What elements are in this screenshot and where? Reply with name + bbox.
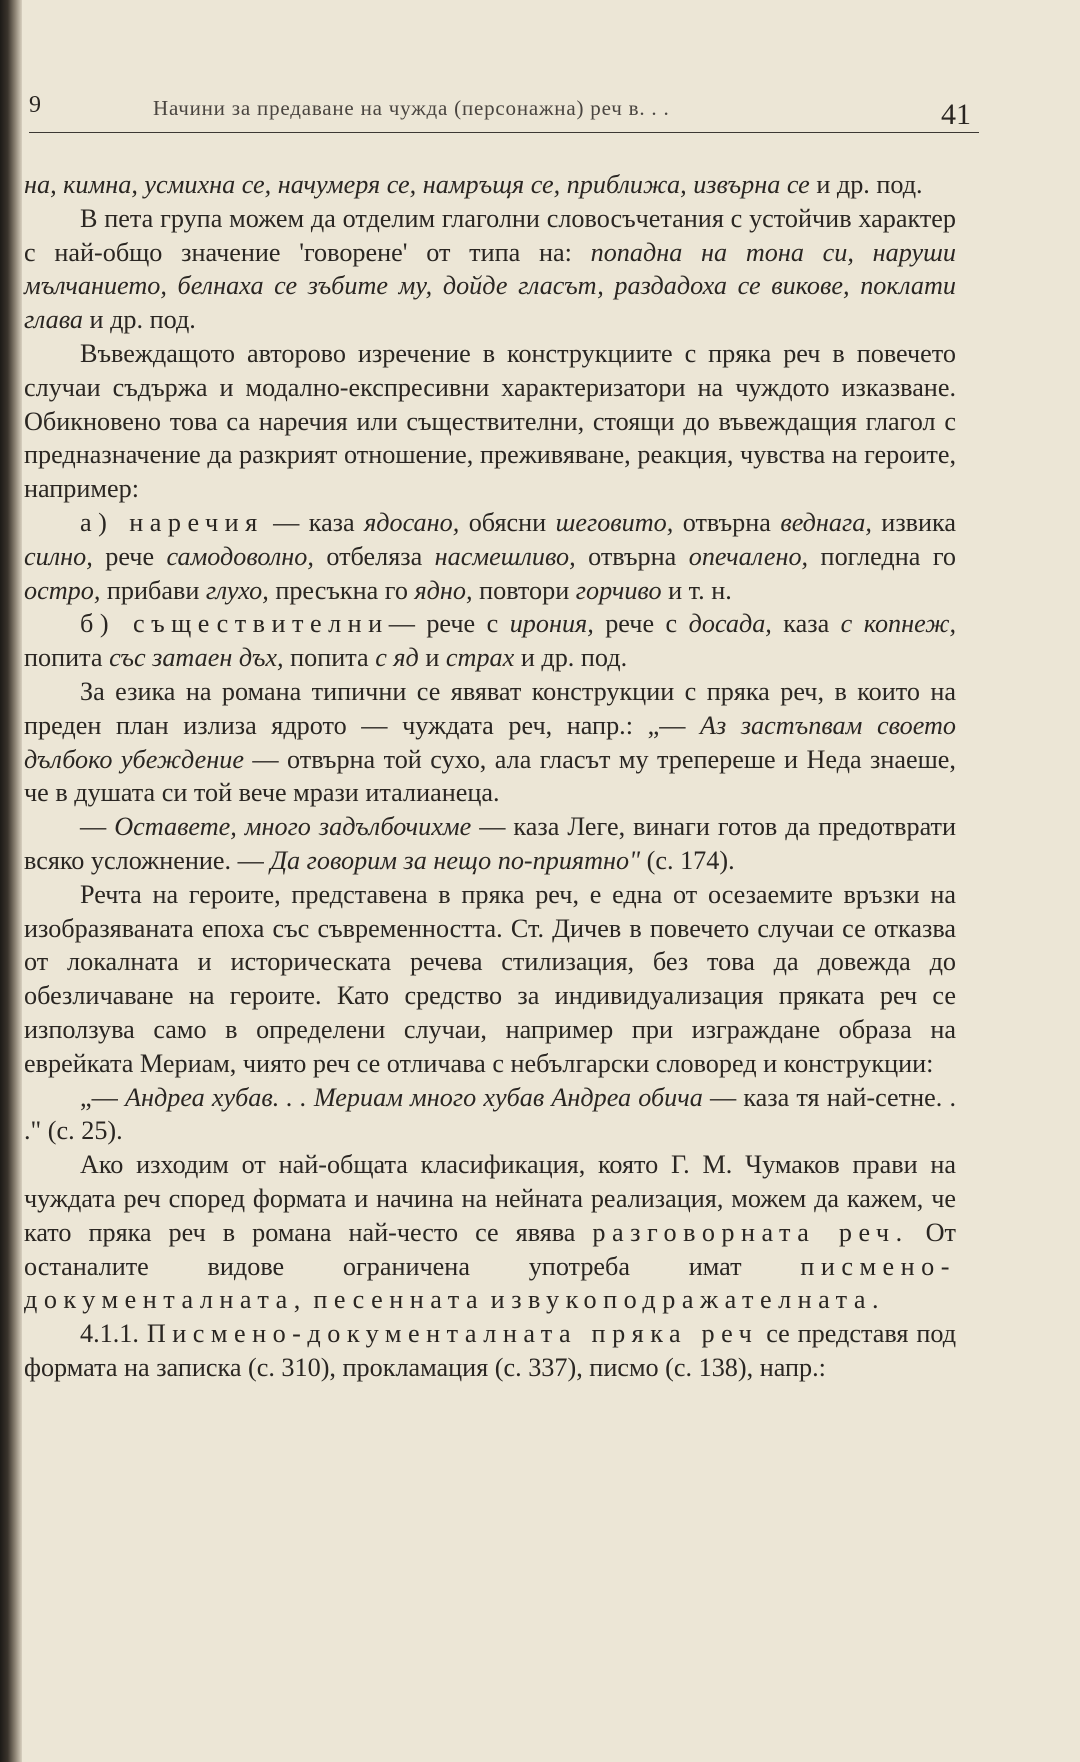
running-title: Начини за предаване на чужда (персонажна) реч в. . .	[153, 96, 670, 120]
chapter-number: 9	[29, 92, 41, 118]
list-item-nouns: б) съществителни— рече с ирония, рече с досада, каза с копнеж, попита със затаен дъх, попита с яд и страх и др. под.	[24, 609, 957, 673]
paragraph: на, кимна, усмихна се, начумеря се, намръщя се, приближа, извърна се и др. под.	[24, 170, 923, 199]
book-spine-shadow	[0, 0, 22, 1762]
paragraph: Ако изходим от най-общата класификация, която Г. М. Чумаков прави на чуждата реч според формата и начина на нейната реализация, можем да кажем, че като пряка реч в романа най-често се явява разговорната реч. От останалите видове ограничена употреба имат писмено-документалната, песенната и звукоподражателната.	[24, 1150, 957, 1315]
running-header	[29, 92, 979, 133]
paragraph: Въвеждащото авторово изречение в конструкциите с пряка реч в повечето случаи съдържа и модално-експресивни характеризатори на чуждото изказване. Обикновено това са наречия или съществителни, стоящи до въвеждащия глагол с предназначение да разкрият отношение, преживяване, реакция, чувства на героите, например:	[24, 338, 956, 504]
paragraph: В пета група можем да отделим глаголни словосъчетания с устойчив характер с най-общо значение 'говорене' от типа на: попадна на тона си, наруши мълчанието, белнаха се зъбите му, дойде гласът, раздадоха се викове, поклати глава и др. под.	[24, 203, 956, 335]
list-item-adverbs: а) наречия — каза ядосано, обясни шеговито, отвърна веднага, извика силно, рече самодоволно, отбеляза насмешливо, отвърна опечалено, погледна го остро, прибави глухо, пресъкна го ядно, повтори горчиво и т. н.	[24, 507, 956, 605]
book-page	[24, 0, 1080, 1762]
paragraph: За езика на романа типични се явяват конструкции с пряка реч, в които на преден план излиза ядрото — чуждата реч, напр.: „— Аз застъпвам своето дълбоко убеждение — отвърна той сухо, ала гласът му трепереше и Неда знаеше, че в душата си той вече мрази италианеца.	[24, 676, 956, 808]
page-body	[24, 168, 956, 1385]
paragraph: Речта на героите, представена в пряка реч, е една от осезаемите връзки на изобразяваната епоха със съвременността. Ст. Дичев в повечето случаи се отказва от локалната и историческата речева стилизация, без това да довежда до обезличаване на героите. Като средство за индивидуализация пряката реч се използува само в определени случаи, например при изграждане образа на еврейката Мериам, чиято реч се отличава с небългарски словоред и конструкции:	[24, 879, 956, 1078]
section-4-1-1: 4.1.1. Писмено-документалната пряка реч се представя под формата на записка (с. 310), прокламация (с. 337), писмо (с. 138), напр.:	[24, 1319, 957, 1382]
paragraph: — Оставете, много задълбочихме — каза Леге, винаги готов да предотврати всяко усложнение. — Да говорим за нещо по-приятно" (с. 174).	[24, 812, 956, 875]
paragraph: „— Андреа хубав. . . Мериам много хубав Андреа обича — каза тя най-сетне. . ." (с. 25).	[24, 1082, 956, 1146]
page-number: 41	[941, 98, 971, 131]
